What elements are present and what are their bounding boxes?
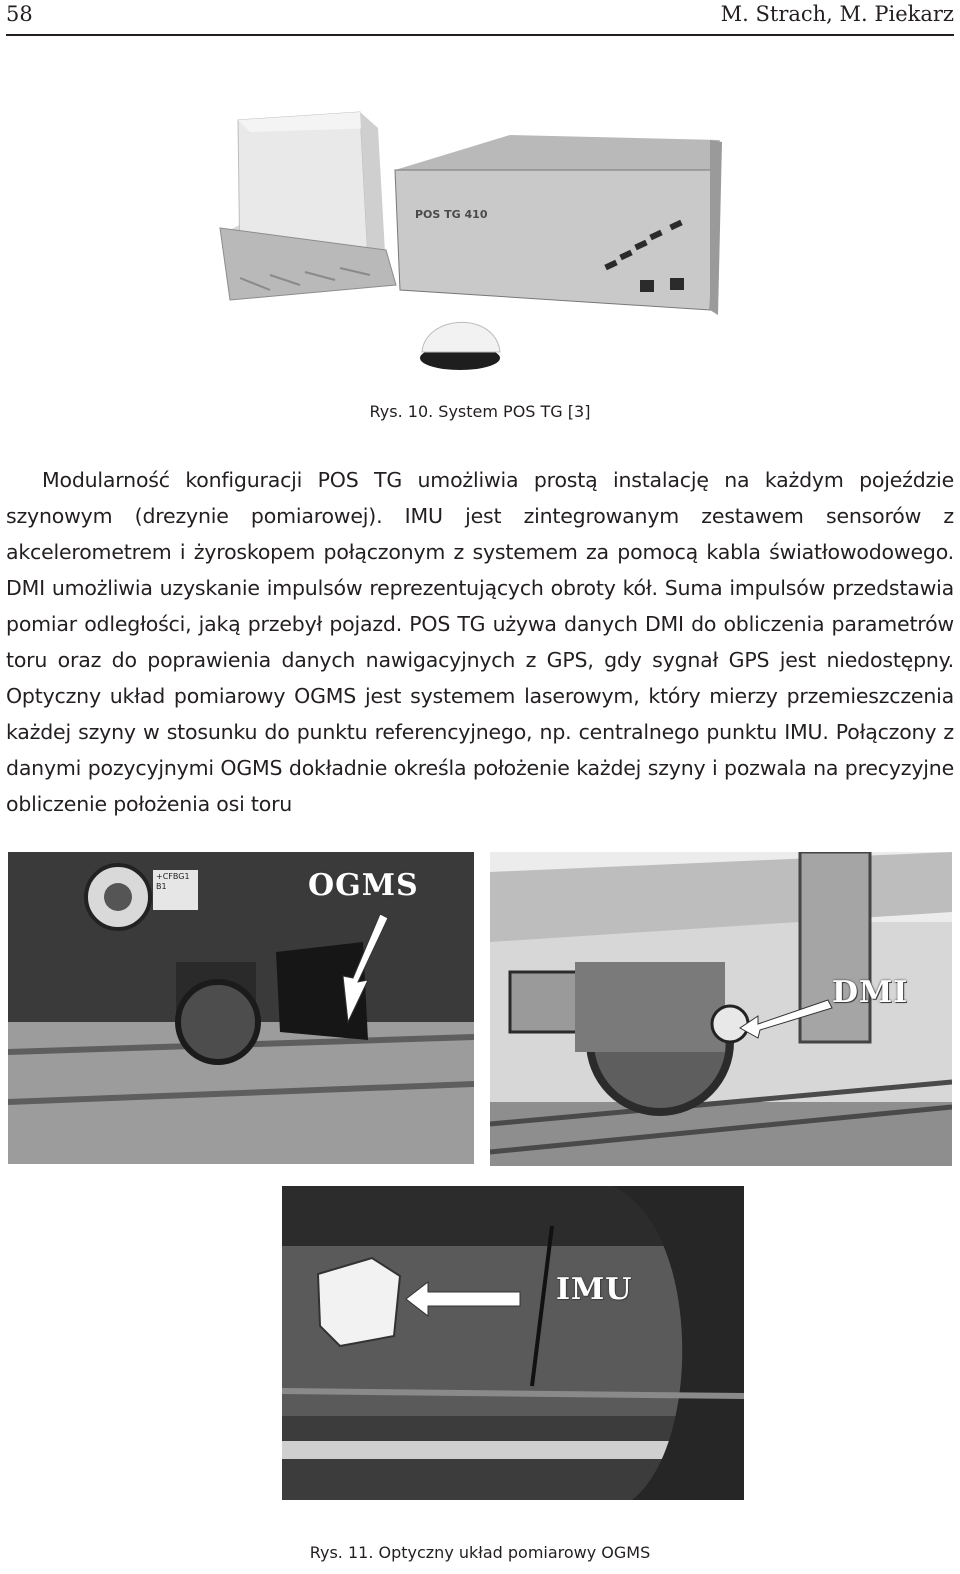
imu-cube-image bbox=[220, 112, 396, 300]
plate-code-line-2: B1 bbox=[156, 882, 167, 891]
pos-tg-unit-image bbox=[395, 135, 722, 315]
body-paragraph: Modularność konfiguracji POS TG umożliwia prostą instalację na każdym pojeździe szynowym (drezynie pomiarowej). IMU jest zintegrowanym zestawem sensorów z akcelerometrem i żyroskopem połączonym z systemem za pomocą kabla światłowodowego. DMI umożliwia uzyskanie impulsów reprezentujących obroty kół. Suma impulsów przedstawia pomiar odległości, jaką przebył pojazd. POS TG używa danych DMI do obliczenia parametrów toru oraz do poprawienia danych nawigacyjnych z GPS, gdy sygnał GPS jest niedostępny. Optyczny układ pomiarowy OGMS jest systemem laserowym, który mierzy przemieszczenia każdej szyny w stosunku do punktu referencyjnego, np. centralnego punktu IMU. Połączony z danymi pozycyjnymi OGMS dokładnie określa położenie każdej szyny i pozwala na precyzyjne obliczenie położenia osi toru bbox=[6, 468, 954, 816]
figure-11-caption: Rys. 11. Optyczny układ pomiarowy OGMS bbox=[309, 1543, 651, 1562]
pos-tg-device-label: POS TG 410 bbox=[415, 208, 488, 221]
dmi-label: DMI bbox=[832, 975, 909, 1010]
figure-pos-tg-photo bbox=[210, 100, 730, 380]
imu-label: IMU bbox=[556, 1272, 633, 1307]
plate-code-line-1: +CFBG1 bbox=[156, 872, 190, 881]
imu-photo bbox=[282, 1186, 744, 1500]
page-header bbox=[6, 0, 954, 36]
page-number: 58 bbox=[6, 2, 33, 26]
running-head-authors: M. Strach, M. Piekarz bbox=[720, 2, 954, 26]
gps-antenna-image bbox=[420, 322, 500, 370]
ogms-label: OGMS bbox=[308, 868, 419, 903]
figure-10-caption: Rys. 10. System POS TG [3] bbox=[369, 402, 591, 421]
